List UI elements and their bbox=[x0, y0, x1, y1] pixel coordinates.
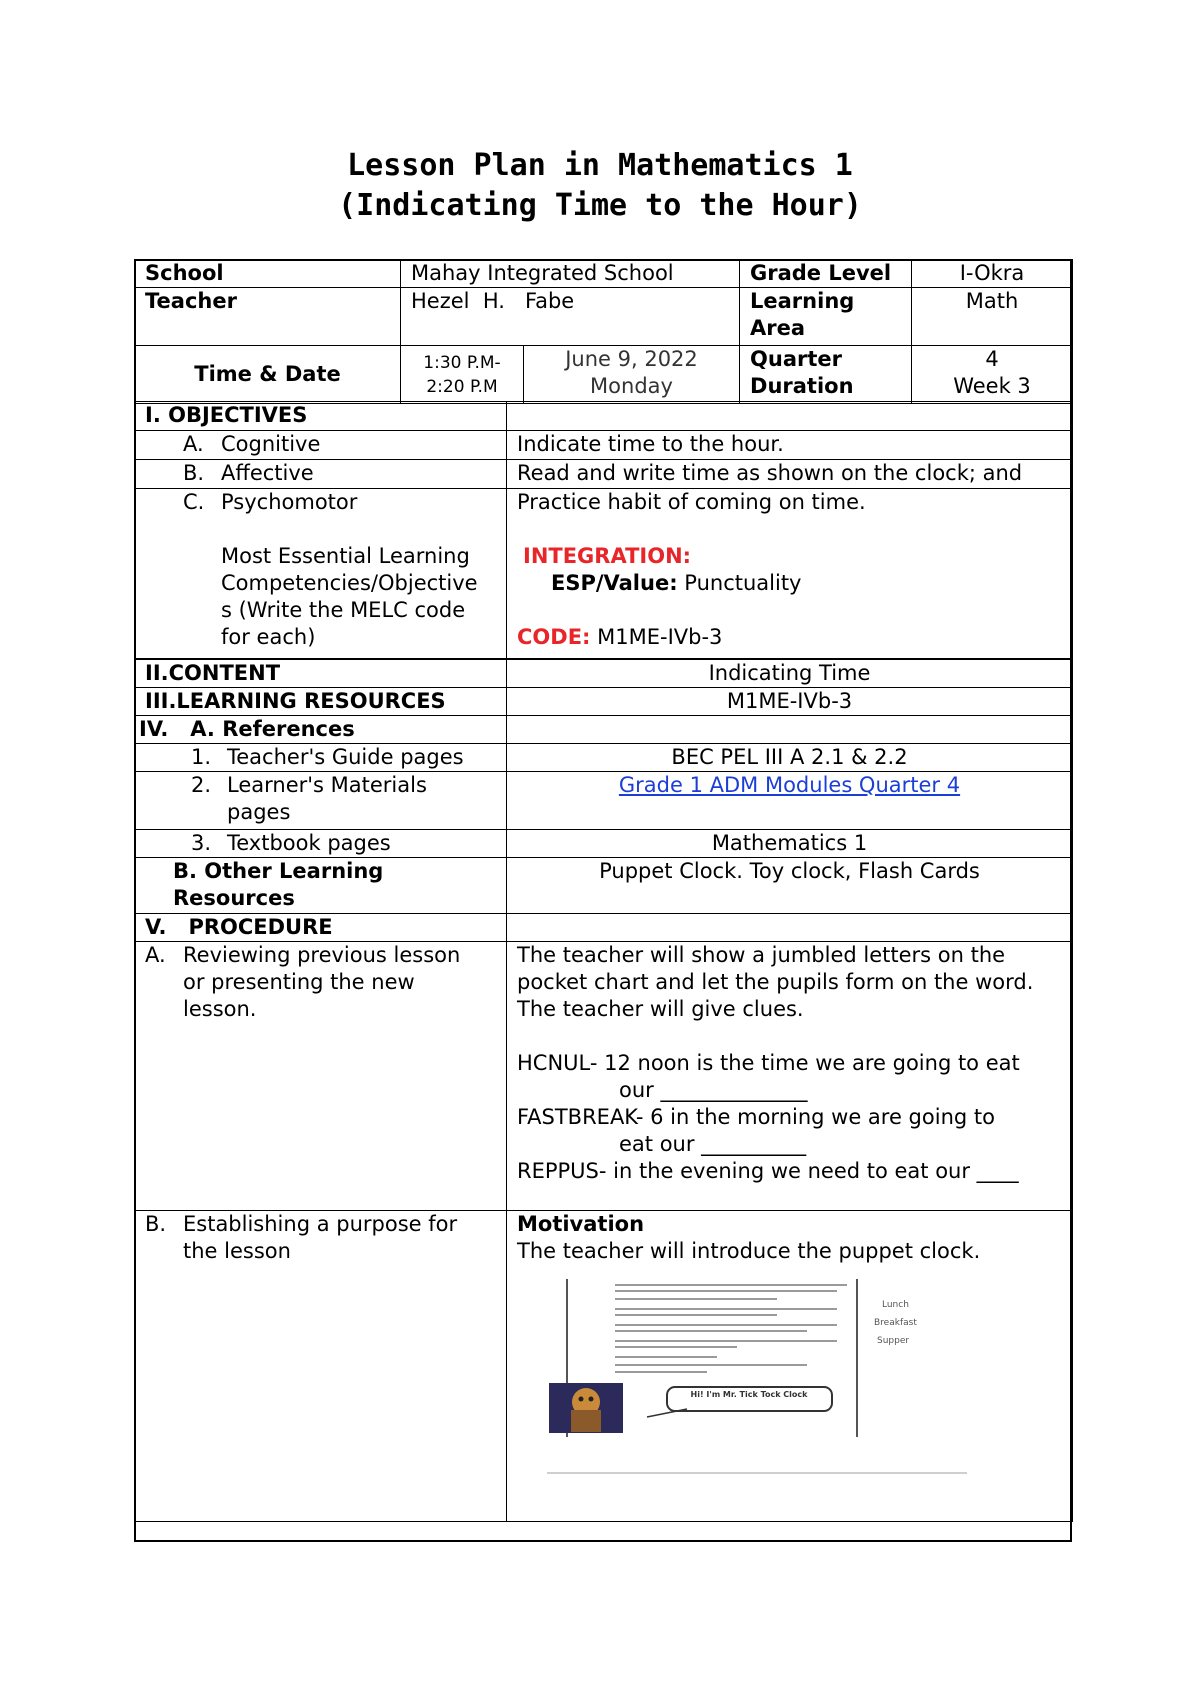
learning-area-label: Learning Area bbox=[740, 288, 912, 346]
resources-value: M1ME-IVb-3 bbox=[507, 687, 1073, 715]
image-lunch-text: Lunch bbox=[882, 1299, 909, 1310]
teacher-label: Teacher bbox=[135, 288, 401, 346]
melc-note: Most Essential Learning Competencies/Objective s (Write the MELC code for each) bbox=[221, 544, 478, 649]
date-value: June 9, 2022 Monday bbox=[524, 346, 740, 404]
code-line: CODE: M1ME-IVb-3 bbox=[517, 625, 723, 649]
procedure-b-row bbox=[135, 1210, 1073, 1521]
resources-heading: III.LEARNING RESOURCES bbox=[135, 687, 507, 715]
objective-c-label: C. Psychomotor Most Essential Learning Competencies/Objective s (Write the MELC code for each) bbox=[135, 489, 507, 659]
procedure-heading-row bbox=[135, 913, 1073, 941]
resources-row bbox=[135, 687, 1073, 715]
objective-b-label: B. Affective bbox=[135, 460, 507, 489]
clue-fastbreak: FASTBREAK- 6 in the morning we are going to bbox=[517, 1104, 995, 1129]
procedure-a-label: A. Reviewing previous lesson or presenting the new lesson. bbox=[135, 941, 507, 1210]
reference-2-row bbox=[135, 771, 1073, 829]
quarter-duration-value: 4 Week 3 bbox=[912, 346, 1073, 404]
puppet-clock-picture bbox=[537, 1277, 967, 1447]
other-resources-row bbox=[135, 857, 1073, 913]
reference-1-label: 1. Teacher's Guide pages bbox=[135, 743, 507, 771]
procedure-a-text: The teacher will show a jumbled letters on the pocket chart and let the pupils form on the word. The teacher will give clues. HCNUL- 12 noon is the time we are going to eat our ______________ FASTBREAK- 6 in the morning we are going to eat our __________ REPPUS- in the evening we need to eat our ____ bbox=[507, 941, 1073, 1210]
time-row bbox=[135, 346, 1073, 404]
puppet-clock-image bbox=[537, 1277, 967, 1447]
page-title bbox=[0, 146, 1200, 226]
grade-value: I-Okra bbox=[912, 260, 1073, 288]
objective-a-label: A. Cognitive bbox=[135, 431, 507, 460]
motivation-heading: Motivation bbox=[517, 1211, 645, 1236]
procedure-b-text bbox=[507, 1210, 1073, 1521]
references-row bbox=[135, 715, 1073, 743]
references-heading: IV. A. References bbox=[135, 715, 507, 743]
school-value: Mahay Integrated School bbox=[401, 260, 740, 288]
content-value: Indicating Time bbox=[507, 659, 1073, 688]
procedure-a-row bbox=[135, 941, 1073, 1210]
motivation-text: The teacher will introduce the puppet clock. bbox=[517, 1238, 981, 1263]
objective-c-row bbox=[135, 489, 1073, 659]
other-resources-value: Puppet Clock. Toy clock, Flash Cards bbox=[507, 857, 1073, 913]
learning-area-value: Math bbox=[912, 288, 1073, 346]
grade-label: Grade Level bbox=[740, 260, 912, 288]
school-label: School bbox=[135, 260, 401, 288]
quarter-duration-label: Quarter Duration bbox=[740, 346, 912, 404]
integration-label: INTEGRATION: bbox=[523, 544, 692, 568]
objective-a-row bbox=[135, 431, 1073, 460]
objective-b-row bbox=[135, 460, 1073, 489]
esp-value-line: ESP/Value: Punctuality bbox=[551, 571, 802, 595]
content-row bbox=[135, 659, 1073, 688]
title-line-2: (Indicating Time to the Hour) bbox=[338, 188, 862, 223]
objectives-heading-row bbox=[135, 402, 1073, 431]
reference-3-row bbox=[135, 829, 1073, 857]
procedure-heading: V. PROCEDURE bbox=[135, 913, 507, 941]
time-value: 1:30 P.M- 2:20 P.M bbox=[401, 346, 524, 404]
body-table bbox=[134, 401, 1073, 1522]
clue-hcnul: HCNUL- 12 noon is the time we are going to eat bbox=[517, 1050, 1020, 1075]
reference-1-value: BEC PEL III A 2.1 & 2.2 bbox=[507, 743, 1073, 771]
objective-a-value: Indicate time to the hour. bbox=[507, 431, 1073, 460]
teacher-value: Hezel H. Fabe bbox=[401, 288, 740, 346]
other-resources-label: B. Other Learning Resources bbox=[135, 857, 507, 913]
objectives-heading: I. OBJECTIVES bbox=[135, 402, 507, 431]
header-table bbox=[134, 259, 1073, 404]
clue-reppus: REPPUS- in the evening we need to eat our ____ bbox=[517, 1158, 1019, 1183]
reference-2-value bbox=[507, 771, 1073, 829]
adm-modules-link[interactable]: Grade 1 ADM Modules Quarter 4 bbox=[618, 772, 961, 797]
image-breakfast-text: Breakfast bbox=[874, 1317, 917, 1328]
content-heading: II.CONTENT bbox=[135, 659, 507, 688]
reference-1-row bbox=[135, 743, 1073, 771]
reference-3-value: Mathematics 1 bbox=[507, 829, 1073, 857]
teacher-row bbox=[135, 288, 1073, 346]
image-divider bbox=[547, 1472, 967, 1474]
objective-c-value: Practice habit of coming on time. INTEGRATION: ESP/Value: Punctuality CODE: M1ME-IVb-3 bbox=[507, 489, 1073, 659]
time-date-label: Time & Date bbox=[135, 346, 401, 404]
title-line-1: Lesson Plan in Mathematics 1 bbox=[347, 148, 853, 183]
school-row bbox=[135, 260, 1073, 288]
reference-3-label: 3. Textbook pages bbox=[135, 829, 507, 857]
procedure-b-label: B. Establishing a purpose for the lesson bbox=[135, 1210, 507, 1521]
reference-2-label: 2. Learner's Materials pages bbox=[135, 771, 507, 829]
speech-bubble-text: Hi! I'm Mr. Tick Tock Clock bbox=[690, 1389, 808, 1399]
objective-b-value: Read and write time as shown on the clock; and bbox=[507, 460, 1073, 489]
image-supper-text: Supper bbox=[877, 1335, 910, 1346]
